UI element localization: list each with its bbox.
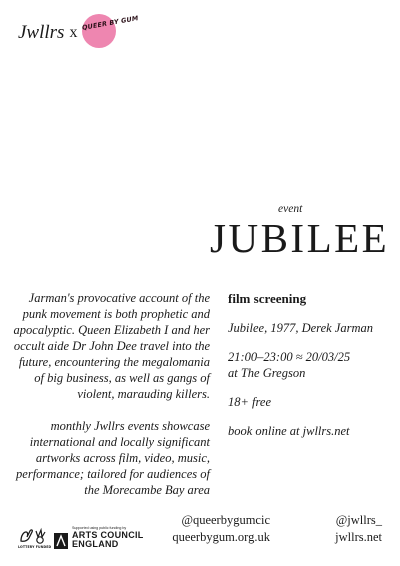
description-column xyxy=(10,290,210,498)
jwllrs-handle[interactable]: @jwllrs_ xyxy=(335,513,382,527)
lottery-crossed-fingers-icon xyxy=(18,527,48,545)
booking-info: book online at jwllrs.net xyxy=(228,424,350,438)
ace-name-line1: ARTS COUNCIL xyxy=(72,530,144,540)
event-title: JUBILEE xyxy=(210,215,390,261)
queer-by-gum-contact xyxy=(172,512,270,546)
description-paragraph: Jarman's provocative account of the punk movement is both prophetic and apocalyptic. Queen Elizabeth I and her occult aide Dr John Dee travel into the future, encountering the megalomania of big business, as well as gangs of violent, marauding killers. xyxy=(13,291,210,401)
jwllrs-website[interactable]: jwllrs.net xyxy=(335,530,382,544)
ace-name-line2: ENGLAND xyxy=(72,539,119,549)
queer-by-gum-logo xyxy=(81,14,140,48)
screening-time: 21:00–23:00 ≈ 20/03/25 xyxy=(228,350,351,364)
arts-council-mark-icon xyxy=(54,531,68,549)
series-paragraph: monthly Jwllrs events showcase international and locally significant artworks across film, video, music, performance; tailored for audiences of the Morecambe Bay area xyxy=(16,419,210,497)
lottery-logo xyxy=(18,527,52,549)
queer-by-gum-website[interactable]: queerbygum.org.uk xyxy=(172,530,270,544)
lottery-label: LOTTERY FUNDED xyxy=(18,545,52,549)
age-price: 18+ free xyxy=(228,395,272,409)
funder-logos xyxy=(18,526,144,549)
header-brand xyxy=(18,14,140,50)
event-label: event xyxy=(278,203,303,215)
partner-logo-text: QUEER BY GUM xyxy=(81,14,140,32)
film-info: Jubilee, 1977, Derek Jarman xyxy=(228,321,373,335)
arts-council-text xyxy=(72,526,144,549)
brand-separator: x xyxy=(69,24,78,41)
details-heading: film screening xyxy=(228,291,307,306)
jwllrs-contact xyxy=(335,512,382,546)
venue: at The Gregson xyxy=(228,366,306,380)
brand-name: Jwllrs xyxy=(18,22,65,43)
ace-support-text: Supported using public funding by xyxy=(72,526,127,530)
arts-council-logo xyxy=(54,526,144,549)
details-column xyxy=(228,291,393,439)
queer-by-gum-handle[interactable]: @queerbygumcic xyxy=(181,513,270,527)
